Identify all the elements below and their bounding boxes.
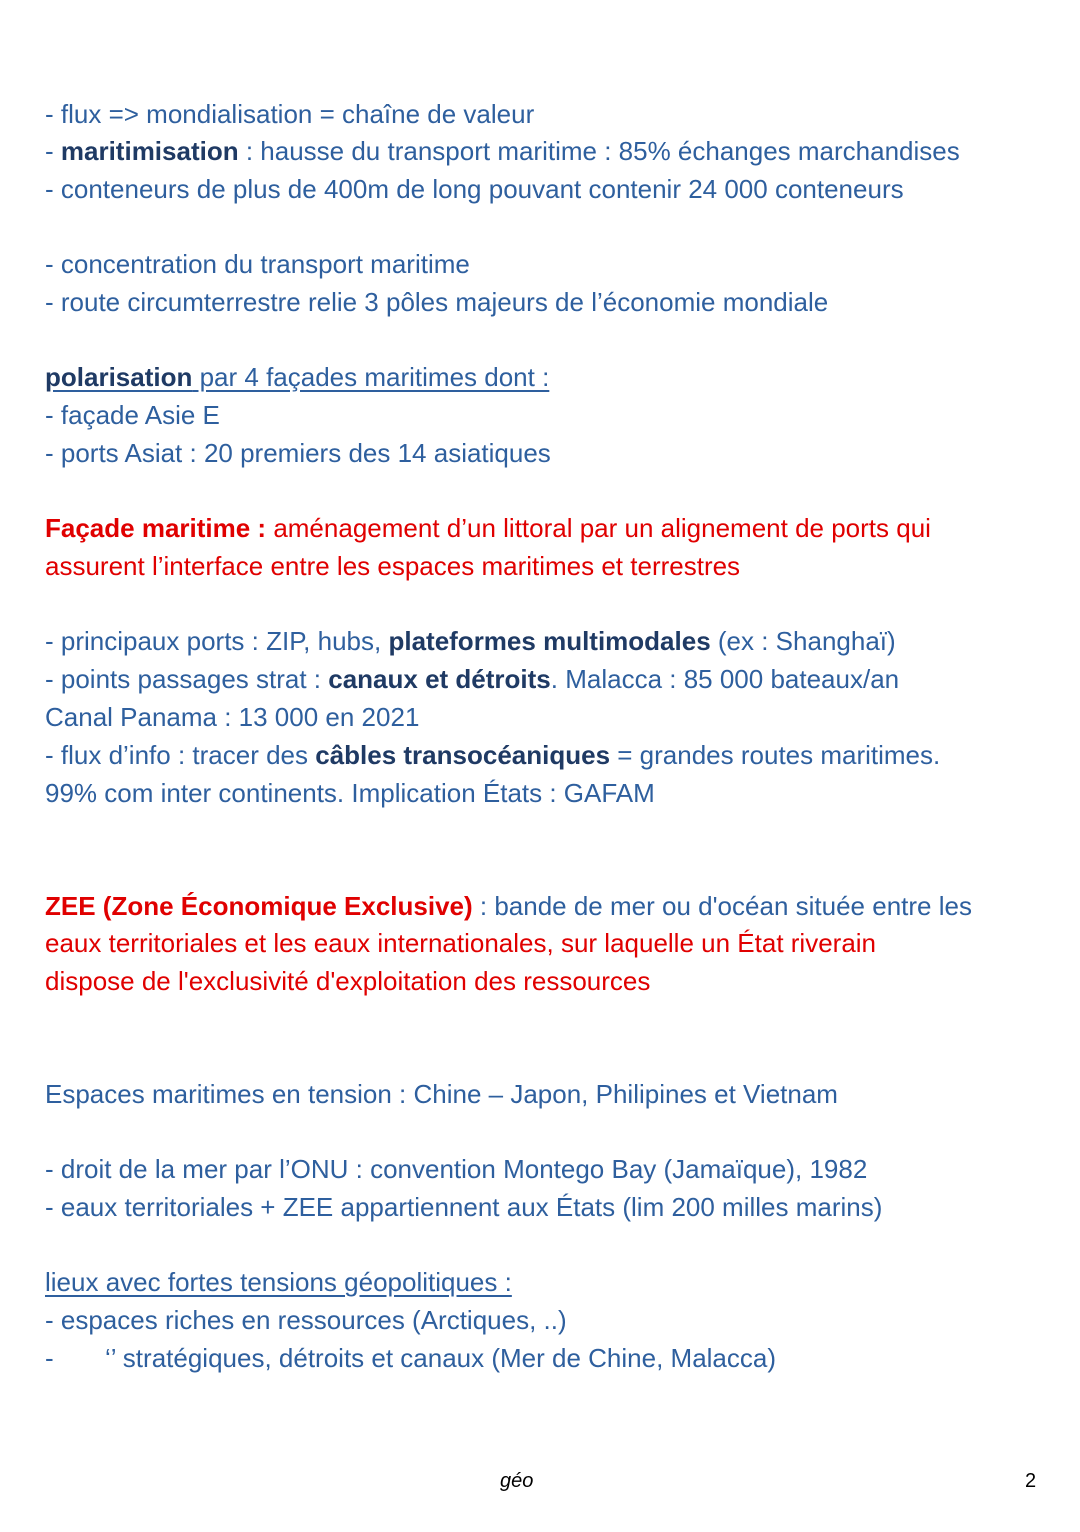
text-line (45, 622, 896, 660)
definition-line (45, 509, 931, 547)
text-line: - façade Asie E (45, 400, 220, 430)
text-fragment: : hausse du transport maritime : 85% échanges marchandises (238, 136, 960, 166)
text-line (45, 736, 940, 774)
text-line (45, 1339, 776, 1377)
text-line: - espaces riches en ressources (Arctiques, ..) (45, 1305, 567, 1335)
text-line: Canal Panama : 13 000 en 2021 (45, 702, 420, 732)
text-line: - ports Asiat : 20 premiers des 14 asiatiques (45, 438, 551, 468)
text-fragment: - points passages strat : (45, 664, 329, 694)
section-heading: lieux avec fortes tensions géopolitiques : (45, 1267, 512, 1297)
text-line (45, 132, 960, 170)
text-fragment: par 4 façades maritimes dont : (192, 362, 550, 392)
term-bold: câbles transocéaniques (315, 740, 611, 770)
definition-term: Façade maritime : (45, 513, 267, 543)
text-fragment: - flux d’info : tracer des (45, 740, 316, 770)
text-fragment: - (45, 136, 61, 166)
definition-line: eaux territoriales et les eaux internationales, sur laquelle un État riverain (45, 928, 877, 958)
definition-term: ZEE (Zone Économique Exclusive) (45, 891, 473, 921)
list-dash: - (45, 1343, 54, 1373)
text-fragment: - principaux ports : ZIP, hubs, (45, 626, 389, 656)
text-line (45, 660, 899, 698)
text-line: - eaux territoriales + ZEE appartiennent aux États (lim 200 milles marins) (45, 1192, 883, 1222)
text-fragment: = grandes routes maritimes. (610, 740, 941, 770)
definition-line: assurent l’interface entre les espaces maritimes et terrestres (45, 551, 741, 581)
text-fragment: ‘’ stratégiques, détroits et canaux (Mer de Chine, Malacca) (105, 1343, 777, 1373)
section-heading (45, 358, 549, 396)
text-line: - flux => mondialisation = chaîne de valeur (45, 99, 535, 129)
term-bold: plateformes multimodales (388, 626, 711, 656)
term-bold: polarisation (45, 362, 193, 392)
text-line: - droit de la mer par l’ONU : convention Montego Bay (Jamaïque), 1982 (45, 1154, 868, 1184)
text-line: - concentration du transport maritime (45, 249, 470, 279)
text-fragment: aménagement d’un littoral par un alignement de ports qui (266, 513, 931, 543)
text-fragment: : bande de mer ou d'océan située entre les (472, 891, 972, 921)
term-bold: maritimisation (60, 136, 239, 166)
definition-line: dispose de l'exclusivité d'exploitation des ressources (45, 966, 651, 996)
text-line: - conteneurs de plus de 400m de long pouvant contenir 24 000 conteneurs (45, 174, 904, 204)
text-line: 99% com inter continents. Implication États : GAFAM (45, 778, 655, 808)
text-line: - route circumterrestre relie 3 pôles majeurs de l’économie mondiale (45, 287, 829, 317)
footer-subject: géo (500, 1470, 534, 1492)
text-fragment: . Malacca : 85 000 bateaux/an (550, 664, 900, 694)
term-bold: canaux et détroits (328, 664, 551, 694)
page-number: 2 (1025, 1470, 1037, 1492)
text-line: Espaces maritimes en tension : Chine – Japon, Philipines et Vietnam (45, 1079, 838, 1109)
text-fragment: (ex : Shanghaï) (710, 626, 896, 656)
definition-line (45, 887, 972, 925)
